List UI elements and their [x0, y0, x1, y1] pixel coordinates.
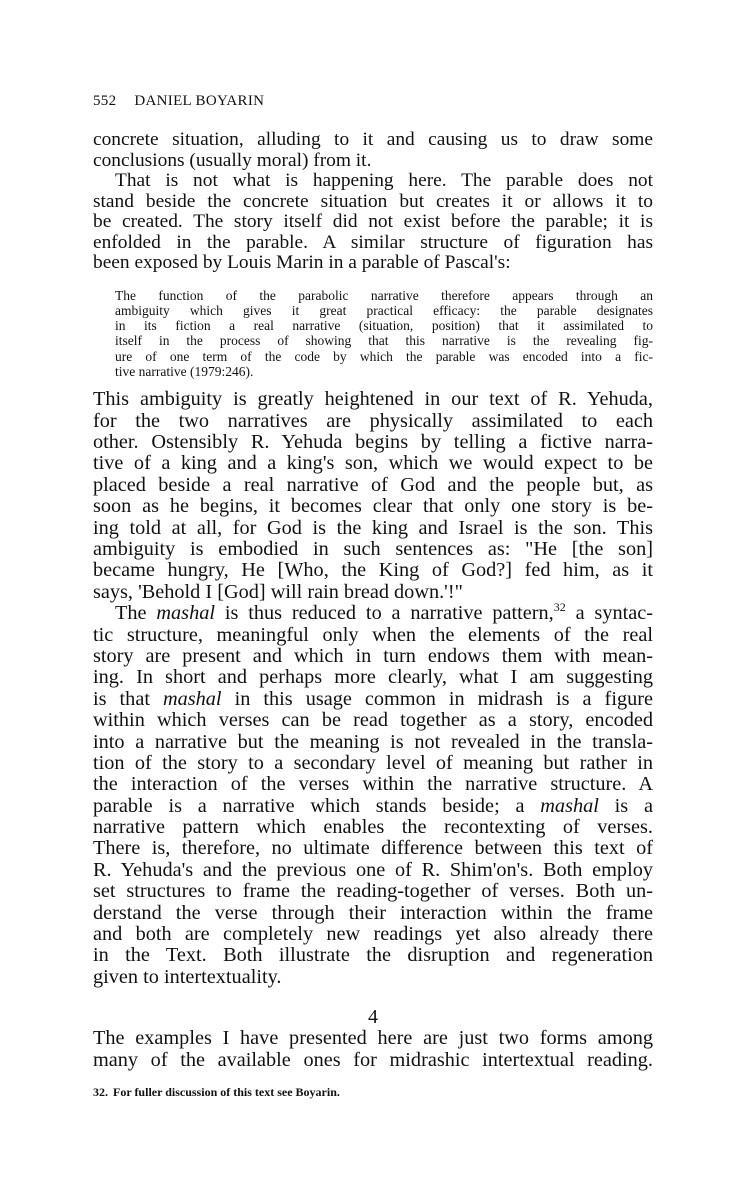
text-line: tic structure, meaningful only when the elements of the real: [93, 623, 653, 646]
text-line: The examples I have presented here are just two forms among: [93, 1027, 653, 1050]
text-line: is that mashal in this usage common in midrash is a figure: [93, 687, 653, 710]
footnote-marker: 32: [553, 600, 566, 615]
text-line: derstand the verse through their interaction within the frame: [93, 901, 653, 924]
italic-term: mashal: [540, 794, 599, 817]
quote-line: The function of the parabolic narrative therefore appears through an: [115, 287, 653, 303]
text-line: for the two narratives are physically assimilated to each: [93, 409, 653, 432]
text-line: other. Ostensibly R. Yehuda begins by telling a fictive narra-: [93, 431, 653, 454]
text-line: be created. The story itself did not exist before the parable; it is: [93, 211, 653, 232]
italic-term: mashal: [156, 602, 215, 625]
text-line: R. Yehuda's and the previous one of R. Shim'on's. Both employ: [93, 858, 653, 881]
text-line: soon as he begins, it becomes clear that only one story is be-: [93, 495, 653, 518]
text-line: tion of the story to a secondary level of meaning but rather in: [93, 751, 653, 774]
footnote-text: For fuller discussion of this text see Boyarin.: [113, 1085, 340, 1099]
text-line: became hungry, He [Who, the King of God?] fed him, as it: [93, 559, 653, 582]
text-line: set structures to frame the reading-together of verses. Both un-: [93, 880, 653, 903]
quote-line: ure of one term of the code by which the parable was encoded into a fic-: [115, 348, 653, 364]
text-line: That is not what is happening here. The parable does not: [115, 170, 653, 191]
running-head-author: DANIEL BOYARIN: [134, 93, 265, 109]
text-line: narrative pattern which enables the recontexting of verses.: [93, 816, 653, 839]
opening-paragraphs: [93, 130, 653, 274]
text-line: ambiguity is embodied in such sentences as: "He [the son]: [93, 538, 653, 561]
text-line: story are present and which in turn endows them with mean-: [93, 644, 653, 667]
block-quote: [115, 288, 653, 380]
text-line: conclusions (usually moral) from it.: [93, 149, 372, 171]
quote-line: tive narrative (1979:246).: [115, 363, 254, 379]
text-line: stand beside the concrete situation but creates it or allows it to: [93, 190, 653, 212]
page-number: 552: [93, 93, 117, 109]
running-head: [93, 93, 264, 110]
footnote-number: 32.: [93, 1085, 108, 1099]
quote-line: itself in the process of showing that this narrative is the revealing fig-: [115, 333, 653, 349]
section-paragraph: [93, 1028, 653, 1071]
text-line: been exposed by Louis Marin in a parable of Pascal's:: [93, 252, 511, 273]
text-line: in the Text. Both illustrate the disruption and regeneration: [93, 944, 653, 967]
footnote: [93, 1085, 653, 1099]
quote-line: ambiguity which gives it great practical efficacy: the parable designates: [115, 302, 653, 318]
text-line: ing. In short and perhaps more clearly, what I am suggesting: [93, 666, 653, 689]
text-line: enfolded in the parable. A similar structure of figuration has: [93, 231, 653, 253]
text-line: parable is a narrative which stands beside; a mashal is a: [93, 794, 653, 817]
text-line: into a narrative but the meaning is not revealed in the transla-: [93, 730, 653, 753]
text-line: concrete situation, alluding to it and causing us to draw some: [93, 129, 653, 150]
text-line: many of the available ones for midrashic intertextual reading.: [93, 1048, 653, 1071]
text-line: tive of a king and a king's son, which we would expect to be: [93, 452, 653, 475]
text-line: and both are completely new readings yet also already there: [93, 923, 653, 946]
text-line: the interaction of the verses within the narrative structure. A: [93, 773, 653, 796]
text-line: ing told at all, for God is the king and Israel is the son. This: [93, 516, 653, 539]
text-line: The mashal is thus reduced to a narrative pattern,$^{32}$ a syntac-: [115, 600, 653, 625]
text-line: There is, therefore, no ultimate difference between this text of: [93, 837, 653, 860]
text-block: [93, 130, 653, 1099]
body-paragraphs: [93, 389, 653, 988]
text-line: says, 'Behold I [God] will rain bread down.'!": [93, 580, 463, 603]
quote-line: in its fiction a real narrative (situation, position) that it assimilated to: [115, 318, 653, 334]
text-line: placed beside a real narrative of God and the people but, as: [93, 473, 653, 496]
text-line: This ambiguity is greatly heightened in our text of R. Yehuda,: [93, 388, 653, 411]
section-number: 4: [368, 1006, 378, 1029]
italic-term: mashal: [162, 687, 222, 710]
text-line: within which verses can be read together as a story, encoded: [93, 709, 653, 732]
text-line: given to intertextuality.: [93, 965, 282, 988]
